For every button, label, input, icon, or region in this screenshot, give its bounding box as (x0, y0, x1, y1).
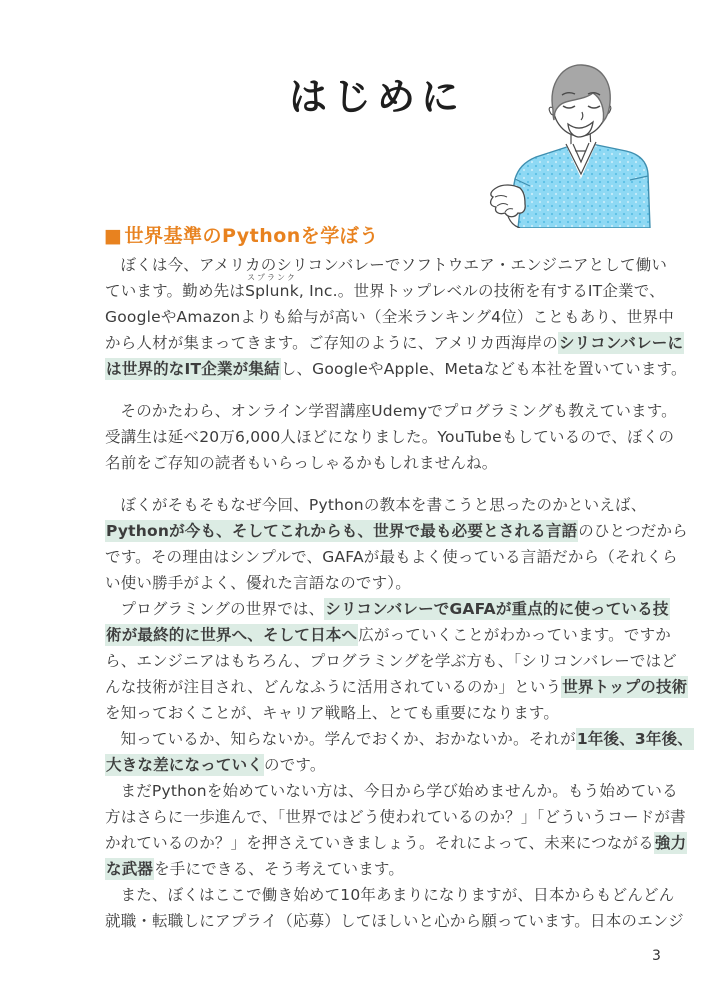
text-line (105, 830, 687, 856)
plain-text: 就職・転職しにアプライ（応募）してほしいと心から願っています。日本のエンジ (105, 912, 684, 930)
text-line (105, 674, 688, 700)
plain-text: 知っているか、知らないか。学んでおくか、おかないか。それが (120, 730, 576, 748)
text-line (105, 330, 684, 356)
plain-text: のひとつだから (578, 522, 688, 540)
plain-text: また、ぼくはここで働き始めて10年あまりになりますが、日本からもどんどん (120, 886, 675, 904)
highlighted-text: は世界的なIT企業が集結 (106, 360, 280, 378)
heading-square-icon: ■ (104, 225, 123, 247)
highlighted-text: 大きな差になっていく (106, 756, 264, 774)
text-line (105, 622, 671, 648)
text-line (105, 450, 665, 476)
text-line (105, 882, 675, 908)
plain-text: を知っておくことが、キャリア戦略上、とても重要になります。 (105, 704, 560, 722)
plain-text: スプランク Splunk (245, 273, 299, 300)
plain-text: そのかたわら、オンライン学習講座Udemyでプログラミングも教えています。 (120, 402, 677, 420)
body-text (105, 252, 693, 934)
text-line (105, 544, 678, 570)
plain-text: し、GoogleやApple、Metaなども本社を置いています。 (280, 360, 687, 378)
shirt (510, 144, 650, 228)
highlighted-text: Pythonが今も、そしてこれからも、世界で最も必要とされる言語 (106, 522, 578, 540)
highlighted-text: 術が最終的に世界へ、そして日本へ (106, 626, 358, 644)
text-line (105, 908, 684, 934)
plain-text: ぼくは今、アメリカのシリコンバレーでソフトウエア・エンジニアとして働い (120, 256, 668, 274)
hand (491, 185, 526, 217)
plain-text: , Inc.。世界トップレベルの技術を有するIT企業で、 (298, 282, 665, 300)
plain-text: ています。勤め先は (105, 282, 246, 300)
text-line (105, 252, 668, 278)
page-number: 3 (652, 948, 661, 964)
text-line (105, 398, 677, 424)
plain-text: ぼくがそもそもなぜ今回、Pythonの教本を書こうと思ったのかといえば、 (120, 496, 647, 514)
plain-text: 名前をご存知の読者もいらっしゃるかもしれませんね。 (105, 454, 498, 472)
highlighted-text: シリコンバレーに (558, 334, 684, 352)
plain-text: まだPythonを始めていない方は、今日から学び始めませんか。もう始めている (120, 782, 678, 800)
text-line (105, 804, 686, 830)
highlighted-text: シリコンバレーでGAFAが重点的に使っている技 (325, 600, 669, 618)
text-line (105, 570, 665, 596)
plain-text: プログラミングの世界では、 (120, 600, 325, 618)
plain-text: のです。 (264, 756, 326, 774)
plain-text: 広がっていくことがわかっています。ですか (358, 626, 671, 644)
highlighted-text: な武器 (106, 860, 154, 878)
text-line (105, 648, 677, 674)
plain-text: を手にできる、そう考えています。 (154, 860, 405, 878)
page-title: はじめに (289, 75, 466, 119)
plain-text: から人材が集まってきます。ご存知のように、アメリカ西海岸の (105, 334, 558, 352)
text-line (105, 752, 665, 778)
section-heading-label: 世界基準のPythonを学ぼう (124, 225, 379, 247)
plain-text: かれているのか？」を押さえていきましょう。それによって、未来につながる (105, 834, 654, 852)
text-line (105, 700, 665, 726)
text-line (105, 273, 665, 304)
plain-text: GoogleやAmazonよりも給与が高い（全米ランキング4位）こともあり、世界中 (105, 308, 674, 326)
man-illustration (474, 56, 660, 228)
text-line (105, 596, 669, 622)
text-line (105, 492, 665, 518)
text-line (105, 304, 674, 330)
plain-text: んな技術が注目され、どんなふうに活用されているのか」という (105, 678, 562, 696)
plain-text: 方はさらに一歩進んで、「世界ではどう使われているのか？」「どういうコードが書 (105, 808, 686, 826)
plain-text: い使い勝手がよく、優れた言語なのです）。 (105, 574, 411, 592)
section-heading (104, 221, 379, 248)
text-line (105, 778, 678, 804)
highlighted-text: 1年後、3年後、 (576, 730, 693, 748)
furigana: スプランク (247, 273, 297, 282)
text-line (105, 518, 688, 544)
plain-text: です。その理由はシンプルで、GAFAが最もよく使っている言語だから（それくら (105, 548, 678, 566)
plain-text: 受講生は延べ20万6,000人ほどになりました。YouTubeもしているので、ぼくの (105, 428, 675, 446)
text-line (105, 726, 693, 752)
text-line (105, 356, 687, 382)
text-line (105, 856, 665, 882)
highlighted-text: 世界トップの技術 (562, 678, 688, 696)
text-line (105, 424, 675, 450)
highlighted-text: 強力 (654, 834, 687, 852)
plain-text: ら、エンジニアはもちろん、プログラミングを学ぶ方も、「シリコンバレーではど (105, 652, 677, 670)
